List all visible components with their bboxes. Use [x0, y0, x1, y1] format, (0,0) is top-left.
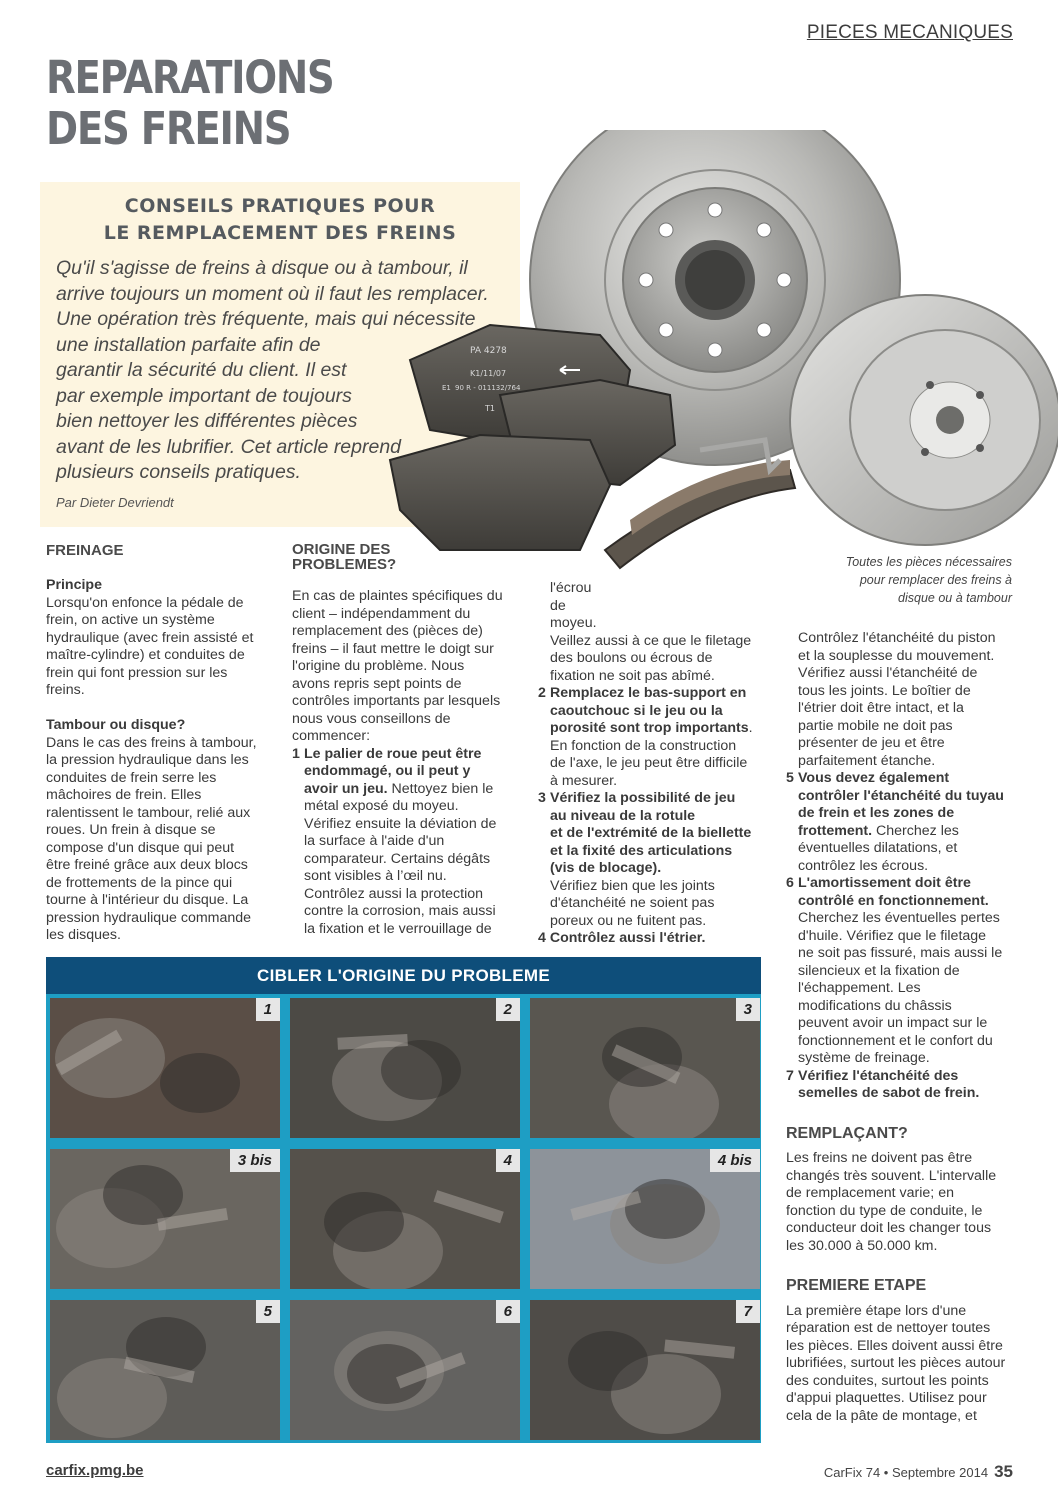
heading-origine: ORIGINE DES	[292, 541, 391, 558]
text-fragment: Cherchez les	[872, 822, 959, 839]
text-line: d'étanchéité ne soient pas	[550, 895, 715, 911]
byline: Par Dieter Devriendt	[56, 495, 174, 510]
title-line-2: DES FREINS	[46, 102, 291, 155]
text-line: ralentissent le tambour, relié aux	[46, 804, 251, 821]
gallery-photo-5	[290, 1149, 520, 1289]
intro-line: bien nettoyer les différentes pièces	[56, 410, 358, 432]
gallery-photo-9	[530, 1300, 760, 1440]
footer-issue	[824, 1462, 1013, 1482]
text-line: ne soit pas fissuré, mais aussi le	[798, 945, 1003, 961]
text-line: métal exposé du moyeu.	[304, 798, 459, 814]
bold-text: Vérifiez l'étanchéité des	[798, 1067, 959, 1084]
text-line: la pression hydraulique dans les	[46, 752, 249, 768]
text-line: la surface à l'aide d'un	[304, 833, 445, 849]
text-line: tourne à l'intérieur du disque. La	[46, 892, 249, 908]
list-number: 6	[786, 875, 794, 891]
column-4	[786, 630, 1016, 1425]
intro-line: garantir la sécurité du client. Il est	[56, 359, 347, 381]
text-line: semelles de sabot de frein.	[798, 1085, 980, 1101]
photo-number-label: 3	[736, 998, 760, 1021]
list-item-5	[786, 770, 1016, 788]
text-line: à mesurer.	[550, 772, 618, 789]
text-line: Vérifiez bien que les joints	[550, 877, 715, 894]
caption-line: Toutes les pièces nécessaires	[845, 555, 1012, 569]
gallery-title: CIBLER L'ORIGINE DU PROBLEME	[46, 957, 761, 994]
text-line: fixation ne soit pas abîmé.	[550, 667, 715, 684]
text-line: Lorsqu'on enfonce la pédale de	[46, 594, 244, 611]
text-line: des conduites, surtout les points	[786, 1372, 989, 1389]
text-line: freins.	[46, 682, 85, 698]
page-title	[46, 52, 334, 154]
footer-site-link[interactable]: carfix.pmg.be	[46, 1462, 144, 1479]
text-line: et la souplesse du mouvement.	[798, 647, 995, 664]
text-line: Veillez aussi à ce que le filetage	[550, 632, 752, 649]
text-line: et de l'extrémité de la biellette	[550, 825, 752, 841]
bold-text: avoir un jeu.	[304, 780, 388, 797]
text-line: modifications du châssis	[798, 997, 952, 1014]
text-line: d'appui plaquettes. Utilisez pour	[786, 1390, 987, 1406]
list-item-7	[786, 1068, 1016, 1086]
gallery-photo-3	[530, 998, 760, 1138]
text-line: endommagé, ou il peut y	[304, 763, 471, 779]
text-line: pression hydraulique commande	[46, 909, 252, 926]
text-line: lubrifiées, surtout les pièces autour	[786, 1355, 1006, 1371]
text-line: les disques.	[46, 927, 121, 943]
text-line: silencieux et la fixation de	[798, 962, 960, 979]
text-line: les 30.000 à 50.000 km.	[786, 1237, 938, 1254]
bold-text: Vous devez également	[798, 770, 950, 786]
text-line: avons repris sept points de	[292, 675, 462, 692]
text-line: de frottements de la pince qui	[46, 874, 233, 891]
text-line: hydraulique (avec frein assisté et	[46, 629, 254, 646]
text-line: l'étrier doit être intact, et la	[798, 700, 964, 716]
bold-text: frottement.	[798, 822, 873, 839]
column-3	[538, 580, 778, 948]
intro-line: Une opération très fréquente, mais qui nécessite	[56, 308, 476, 330]
caption-line: pour remplacer des freins à	[859, 573, 1012, 587]
caption-line: disque ou à tambour	[898, 591, 1012, 605]
photo-placeholder	[50, 1300, 280, 1440]
text-line: compose d'un disque qui peut	[46, 839, 235, 856]
gallery-photo-4	[50, 1149, 280, 1289]
list-number: 5	[786, 770, 794, 786]
text-line: des boulons ou écrous de	[550, 650, 713, 666]
text-line: maître-cylindre) et conduites de	[46, 647, 245, 663]
text-line: comparateur. Certains dégâts	[304, 850, 491, 867]
list-number: 1	[292, 745, 300, 762]
text-line: contrôlez les écrous.	[798, 857, 929, 874]
photo-number-label: 3 bis	[230, 1149, 280, 1172]
list-number: 7	[786, 1067, 794, 1084]
text-line	[292, 781, 517, 799]
text-line: En cas de plaintes spécifiques du	[292, 588, 503, 604]
text-line: l'échappement. Les	[798, 980, 921, 996]
gallery-photo-2	[290, 998, 520, 1138]
text-line: réparation est de nettoyer toutes	[786, 1320, 991, 1336]
brake-drum	[790, 295, 1058, 545]
heading-origine: PROBLEMES?	[292, 556, 397, 573]
list-item-2	[538, 685, 778, 703]
image-caption	[820, 553, 1012, 607]
intro-line: une installation parfaite afin de	[56, 333, 321, 356]
pad-stamp: 90 R - 011132/764	[455, 384, 521, 392]
text-line: freins – il faut mettre le doigt sur	[292, 640, 494, 657]
photo-placeholder	[50, 998, 280, 1138]
column-1	[46, 542, 271, 945]
text-line: Contrôlez l'étanchéité du piston	[798, 630, 996, 646]
list-item-6	[786, 875, 1016, 893]
text-line: parfaitement étanche.	[798, 752, 936, 769]
page-number: 35	[994, 1462, 1013, 1481]
intro-line: avant de les lubrifier. Cet article reprend	[56, 435, 402, 458]
list-number: 3	[538, 790, 546, 806]
bold-text: Vérifiez la possibilité de jeu	[550, 790, 736, 806]
text-line: et la fixité des articulations	[550, 842, 733, 859]
text-line	[538, 720, 778, 738]
text-line: contrôler l'étanchéité du tuyau	[798, 787, 1004, 804]
text-line: éventuelles dilatations, et	[798, 840, 958, 856]
text-fragment: .	[748, 720, 753, 736]
photo-placeholder	[290, 1149, 520, 1289]
photo-number-label: 5	[256, 1300, 280, 1323]
bold-text: Le palier de roue peut être	[304, 745, 482, 762]
text-line: client – indépendamment du	[292, 605, 471, 622]
bold-text: porosité sont trop importants	[550, 720, 749, 736]
section-label: PIECES MECANIQUES	[806, 22, 1013, 43]
text-line	[786, 823, 1016, 841]
pad-stamp: T1	[485, 404, 495, 413]
text-line: Les freins ne doivent pas être	[786, 1150, 973, 1166]
intro-line: Qu'il s'agisse de freins à disque ou à tambour, il	[56, 257, 468, 279]
text-line: (vis de blocage).	[550, 860, 662, 876]
text-line: frein qui font pression sur les	[46, 664, 228, 681]
bold-text: L'amortissement doit être	[798, 875, 971, 891]
text-line: moyeu.	[550, 615, 597, 631]
text-line: au niveau de la rotule	[550, 807, 696, 824]
gallery-photo-7	[50, 1300, 280, 1440]
text-line: tous les joints. Le boîtier de	[798, 682, 971, 699]
text-line: En fonction de la construction	[550, 737, 737, 754]
text-line: Cherchez les éventuelles pertes	[798, 910, 1000, 926]
list-item-1	[292, 746, 517, 764]
text-line: conduites de frein serre les	[46, 769, 217, 786]
text-line: peuvent avoir un impact sur le	[798, 1015, 988, 1031]
photo-number-label: 2	[496, 998, 520, 1021]
photo-number-label: 4 bis	[710, 1149, 760, 1172]
heading-premiere-etape: PREMIERE ETAPE	[786, 1277, 927, 1294]
column-2	[292, 542, 517, 938]
photo-placeholder	[290, 1300, 520, 1440]
text-line: frein, on active un système	[46, 612, 215, 628]
text-line: présenter de jeu et être	[798, 735, 945, 751]
text-line: cela de la pâte de montage, et	[786, 1407, 977, 1424]
text-line: contrôlé en fonctionnement.	[798, 892, 989, 909]
text-line: les pièces. Elles doivent aussi être	[786, 1337, 1003, 1354]
intro-text	[56, 256, 506, 486]
text-line: nous vous conseillons de	[292, 710, 451, 727]
text-line: système de freinage.	[798, 1050, 930, 1066]
gallery-photo-1	[50, 998, 280, 1138]
list-number: 2	[538, 685, 546, 701]
text-line: l'écrou	[550, 580, 592, 596]
text-line: être freiné grâce aux deux blocs	[46, 857, 248, 873]
text-line: sont visibles à l’œil nu.	[304, 868, 447, 884]
pad-code: PA 4278	[470, 346, 507, 356]
text-fragment: Nettoyez bien le	[387, 780, 494, 797]
text-line: fonctionnement et le confort du	[798, 1032, 993, 1049]
pad-stamp: K1/11/07	[470, 369, 507, 378]
text-line: mâchoires de frein. Elles	[46, 787, 202, 803]
text-line: fonction du type de conduite, le	[786, 1202, 983, 1219]
list-item-3	[538, 790, 778, 808]
bold-text: Contrôlez aussi l'étrier.	[549, 930, 706, 946]
text-line: poreux ou ne fuitent pas.	[550, 912, 707, 929]
photo-placeholder	[290, 998, 520, 1138]
text-line: de l'axe, le jeu peut être difficile	[550, 755, 748, 771]
text-line: La première étape lors d'une	[786, 1302, 967, 1319]
intro-line: arrive toujours un moment où il faut les remplacer.	[56, 282, 489, 305]
bold-text: Remplacez le bas-support en	[550, 685, 747, 701]
subheading-principe: Principe	[46, 577, 102, 593]
text-line: d'huile. Vérifiez que le filetage	[798, 927, 987, 944]
intro-subtitle-line: CONSEILS PRATIQUES POUR	[124, 195, 436, 217]
photo-number-label: 7	[736, 1300, 760, 1323]
text-line: Dans le cas des freins à tambour,	[46, 734, 257, 751]
text-line: l'origine du problème. Nous	[292, 658, 465, 674]
text-line: de	[550, 597, 566, 614]
gallery-photo-8	[290, 1300, 520, 1440]
text-line: changés très souvent. L'intervalle	[786, 1167, 997, 1184]
text-line: Vérifiez aussi l'étanchéité de	[798, 665, 978, 681]
issue-text: CarFix 74 • Septembre 2014	[823, 1465, 989, 1480]
text-line: remplacement des (pièces de)	[292, 623, 483, 639]
photo-number-label: 6	[496, 1300, 520, 1323]
text-line: contrôles importants par lesquels	[292, 693, 501, 709]
text-line: conducteur doit les changer tous	[786, 1220, 992, 1236]
intro-subtitle-line: LE REMPLACEMENT DES FREINS	[103, 222, 457, 244]
text-line: contre la corrosion, mais aussi	[304, 903, 496, 919]
pad-stamp: E1	[442, 384, 451, 392]
text-line: de remplacement varie; en	[786, 1185, 954, 1201]
subheading-tambour: Tambour ou disque?	[46, 717, 186, 733]
photo-placeholder	[530, 998, 760, 1138]
text-line: commencer:	[292, 728, 371, 744]
text-line: la fixation et le verrouillage de	[304, 920, 492, 937]
photo-number-label: 4	[496, 1149, 520, 1172]
text-line: Contrôlez aussi la protection	[304, 885, 484, 902]
photo-number-label: 1	[256, 998, 280, 1021]
photo-placeholder	[530, 1300, 760, 1440]
text-line: de frein et les zones de	[798, 805, 955, 821]
list-item-4	[538, 930, 778, 948]
text-line: roues. Un frein à disque se	[46, 822, 216, 838]
heading-remplacant: REMPLAÇANT?	[786, 1124, 908, 1142]
list-number: 4	[538, 930, 546, 946]
intro-line: plusieurs conseils pratiques.	[56, 461, 301, 483]
heading-freinage: FREINAGE	[46, 542, 124, 559]
text-line: caoutchouc si le jeu ou la	[550, 702, 723, 719]
intro-line: par exemple important de toujours	[56, 384, 352, 407]
text-line: partie mobile ne doit pas	[798, 717, 953, 734]
gallery-photo-6	[530, 1149, 760, 1289]
text-line: Vérifiez ensuite la déviation de	[304, 815, 497, 832]
title-line-1: REPARATIONS	[46, 51, 334, 104]
